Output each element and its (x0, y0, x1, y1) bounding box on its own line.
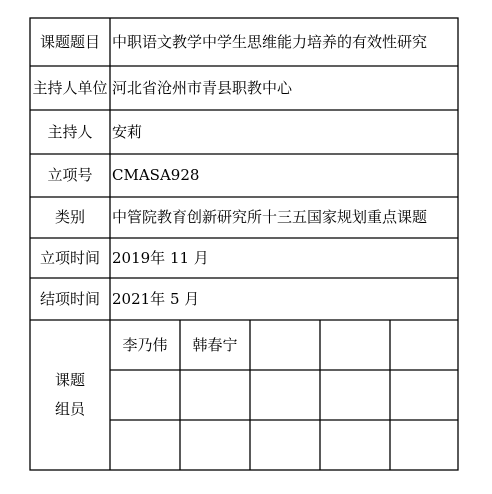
member-cell (320, 320, 390, 370)
label-members (30, 320, 110, 470)
member-cell: 李乃伟 (122, 335, 168, 354)
label-members-line1: 课题 (54, 371, 85, 389)
member-cell (250, 320, 320, 370)
value-topic: 中职语文教学中学生思维能力培养的有效性研究 (112, 32, 428, 51)
member-cell (110, 420, 180, 470)
member-cell (320, 420, 390, 470)
member-cell (320, 370, 390, 420)
member-cell (110, 370, 180, 420)
member-cell (390, 320, 458, 370)
value-start-date: 2019年 11 月 (112, 248, 209, 267)
member-cell: 韩春宁 (192, 335, 238, 354)
member-cell (390, 420, 458, 470)
value-end-date: 2021年 5 月 (112, 289, 200, 308)
label-topic: 课题题目 (39, 32, 100, 51)
label-members-line2: 组员 (54, 400, 85, 418)
member-cell (180, 420, 250, 470)
label-start-date: 立项时间 (39, 248, 100, 267)
member-cell (180, 370, 250, 420)
value-host-unit: 河北省沧州市青县职教中心 (112, 78, 293, 97)
label-end-date: 结项时间 (39, 289, 100, 308)
label-category: 类别 (54, 208, 85, 226)
label-host: 主持人 (47, 122, 93, 141)
value-category: 中管院教育创新研究所十三五国家规划重点课题 (112, 208, 428, 226)
member-cell (390, 370, 458, 420)
label-project-number: 立项号 (47, 166, 93, 184)
member-cell (250, 420, 320, 470)
value-project-number: CMASA928 (112, 166, 200, 184)
member-cell (250, 370, 320, 420)
value-host: 安莉 (112, 122, 143, 141)
label-host-unit: 主持人单位 (32, 78, 108, 97)
